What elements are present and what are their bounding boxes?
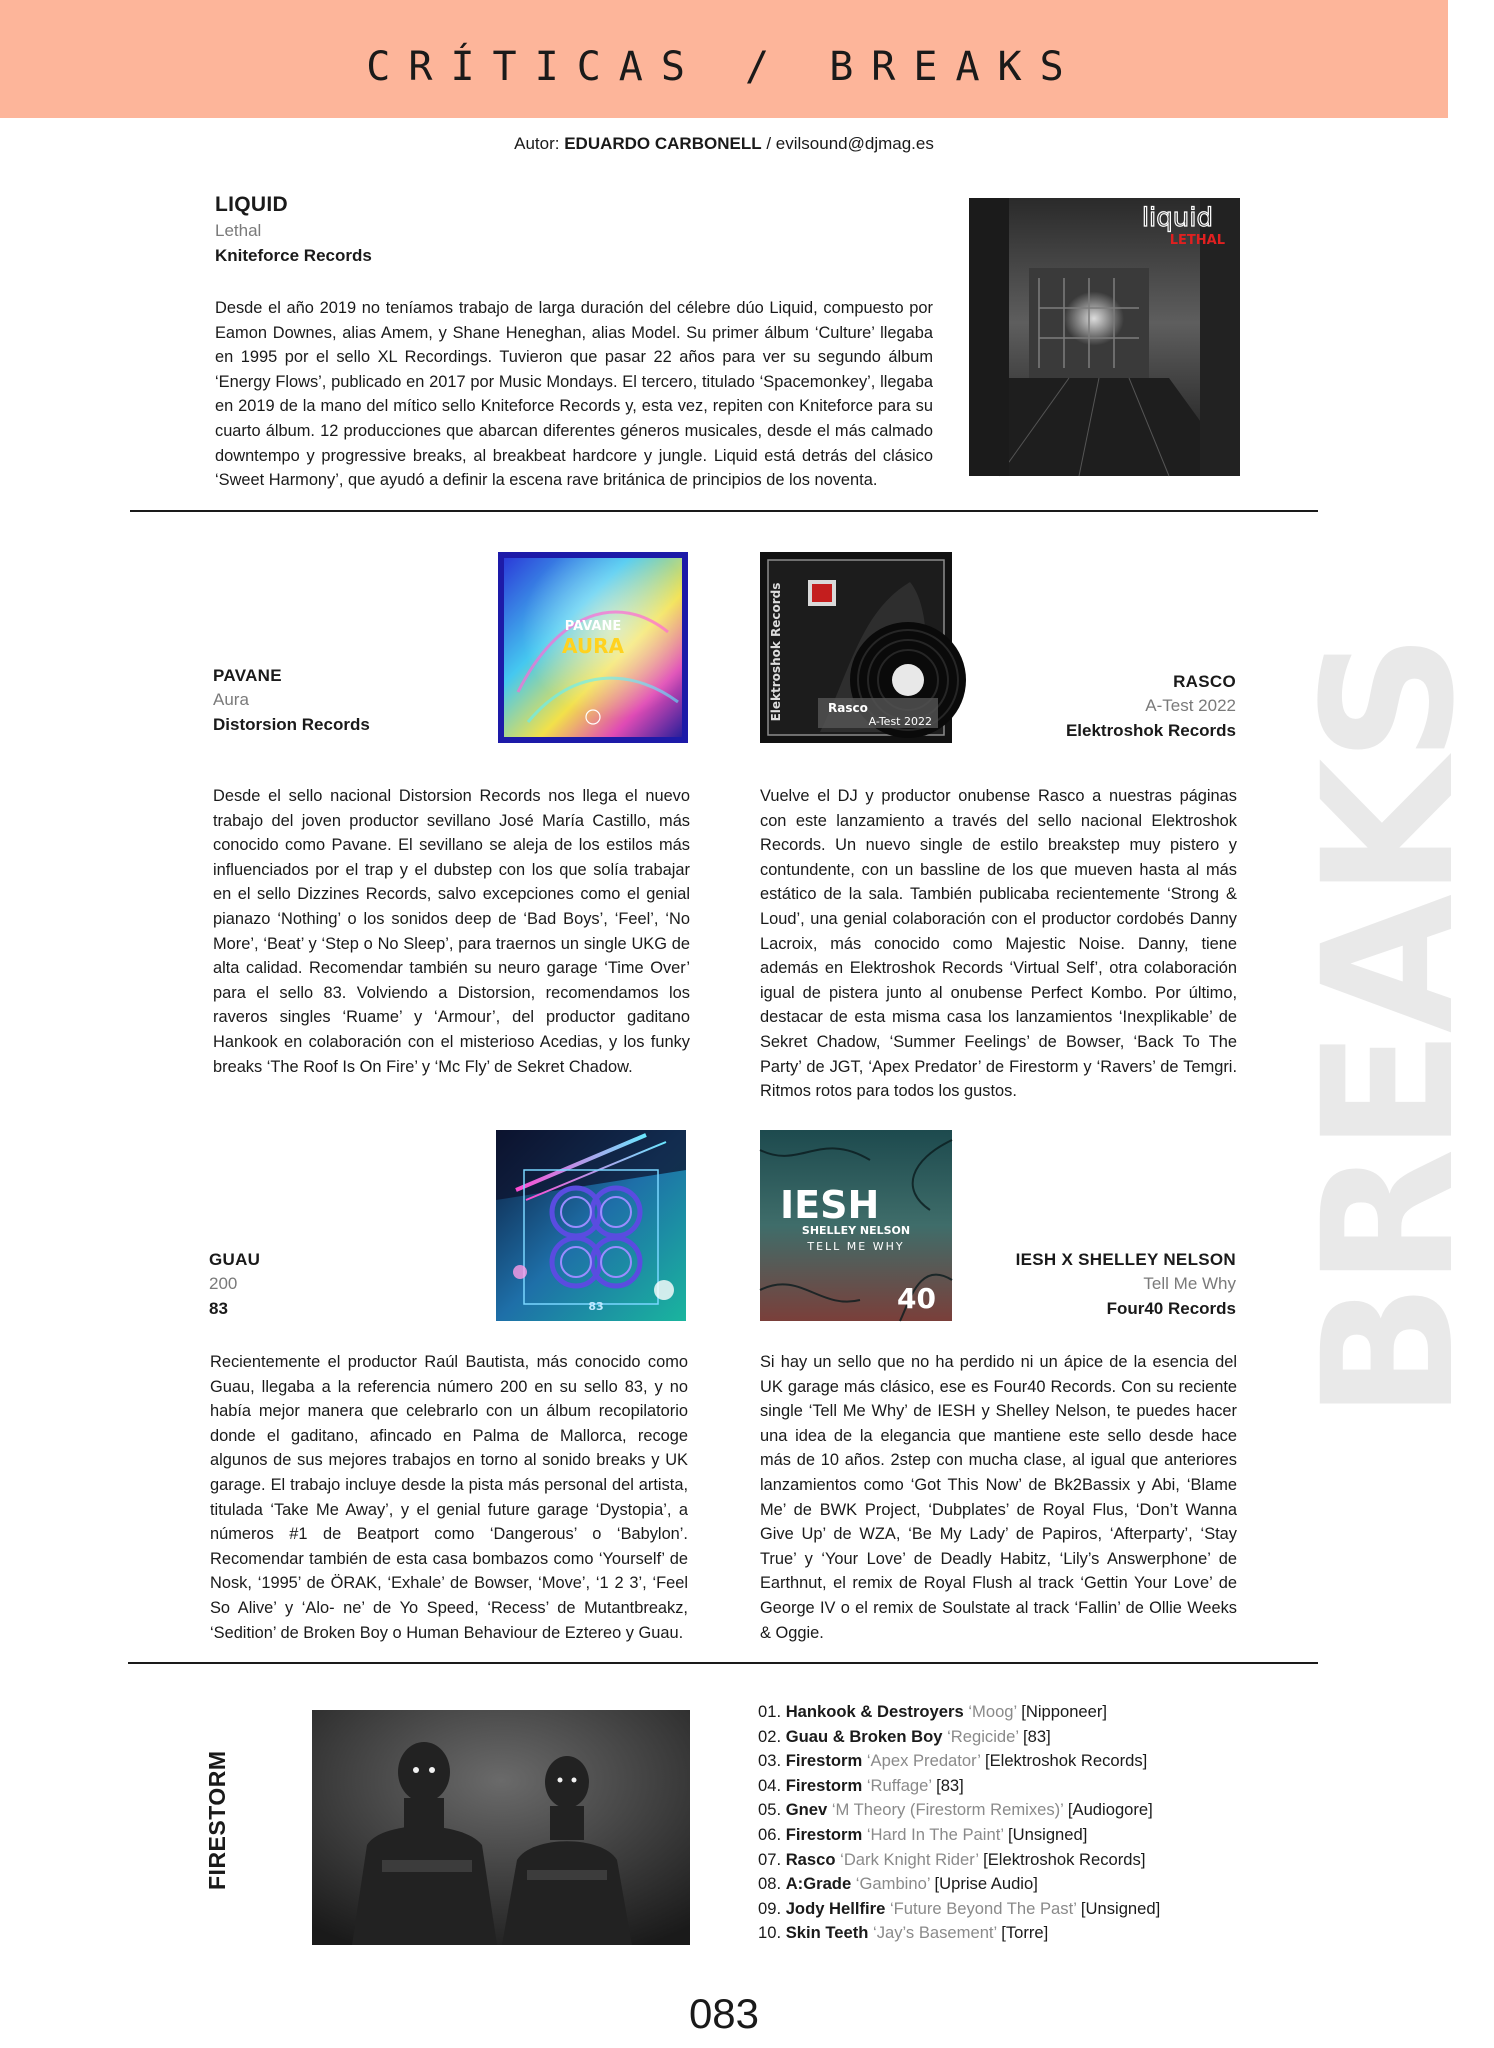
- track-artist: Firestorm: [785, 1775, 863, 1795]
- review-liquid: [215, 193, 935, 266]
- track-title: ‘M Theory (Firestorm Remixes)’: [831, 1800, 1064, 1820]
- review-body: Recientemente el productor Raúl Bautista, más conocido como Guau, llegaba a la referencia número 200 en su sello 83, y no había mejor manera que celebrarlo con un álbum recopilatorio donde el gaditano, afincado en Palma de Mallorca, recoge algunos de sus mejores trabajos en torno al sonido breaks y UK garage. El trabajo incluye desde la pista más personal del artista, titulada ‘Take Me Away’, y el genial future garage ‘Dystopia’, a números #1 de Beatport como ‘Dangerous’ o ‘Babylon’. Recomendar también de esta casa bombazos como ‘Yourself’ de Nosk, ‘1995’ de ÖRAK, ‘Exhale’ de Bowser, ‘Move’, ‘1 2 3’, ‘Feel So Alive’ y ‘Alo- ne’ de Yo Speed, ‘Recess’ de Mutantbreakz, ‘Sedition’ de Broken Boy o Human Behaviour de Eztereo y Guau.: [210, 1353, 688, 1642]
- cover-iesh-subtext: SHELLEY NELSON: [801, 1224, 911, 1237]
- track-artist: Guau & Broken Boy: [785, 1726, 943, 1746]
- review-body: Desde el sello nacional Distorsion Records nos llega el nuevo trabajo del joven productor sevillano José María Castillo, más conocido como Pavane. El sevillano se aleja de los estilos más influenciados por el trap y el dubstep con los que solía trabajar en el sello Dizzines Records, salvo excepciones como el genial pianazo ‘Nothing’ o los sonidos deep de ‘Bad Boys’, ‘Feel’, ‘No More’, ‘Beat’ y ‘Step o No Sleep’, para traernos un single UKG de alta calidad. Recomendar también su neuro garage ‘Time Over’ para el sello 83. Volviendo a Distorsion, recomendamos los raveros singles ‘Ruame’ y ‘Armour’, del productor gaditano Hankook en colaboración con el misterioso Acedias, y los funky breaks ‘The Roof Is On Fire’ y ‘Mc Fly’ de Sekret Chadow.: [213, 787, 690, 1076]
- author-line: [0, 134, 1448, 154]
- track-label: [83]: [936, 1775, 964, 1795]
- review-label: 83: [209, 1299, 228, 1318]
- review-guau: [209, 1250, 489, 1319]
- track-title: ‘Dark Knight Rider’: [840, 1849, 979, 1869]
- cover-liquid-subtext: LETHAL: [1169, 233, 1225, 248]
- review-title: A-Test 2022: [1145, 696, 1236, 715]
- track-title: ‘Hard In The Paint’: [866, 1824, 1004, 1844]
- track-title: ‘Regicide’: [947, 1726, 1019, 1746]
- chart-track: [758, 1848, 1318, 1873]
- page-title: CRÍTICAS / BREAKS: [366, 44, 1082, 90]
- track-artist: Rasco: [785, 1849, 836, 1869]
- cover-iesh-text: IESH: [780, 1183, 880, 1227]
- track-label: [83]: [1023, 1726, 1051, 1746]
- cover-pavane-text: PAVANE: [564, 619, 622, 634]
- cover-rasco: [760, 552, 952, 743]
- review-artist: IESH X SHELLEY NELSON: [1015, 1250, 1236, 1269]
- review-body: Desde el año 2019 no teníamos trabajo de larga duración del célebre dúo Liquid, compuesto por Eamon Downes, alias Amem, y Shane Heneghan, alias Model. Su primer álbum ‘Culture’ llegaba en 1995 por el sello XL Recordings. Tuvieron que pasar 22 años para ver su segundo álbum ‘Energy Flows’, publicado en 2017 por Music Mondays. El tercero, titulado ‘Spacemonkey’, llegaba en 2019 de la mano del mítico sello Kniteforce Records y, esta vez, repiten con Kniteforce para su cuarto álbum. 12 producciones que abarcan diferentes géneros musicales, desde el más calmado downtempo y progressive breaks, al breakbeat hardcore y jungle. Liquid está detrás del clásico ‘Sweet Harmony’, que ayudó a definir la escena rave británica de principios de los noventa.: [215, 299, 933, 490]
- chart-track: [758, 1921, 1318, 1946]
- chart-artist-label: FIRESTORM: [204, 1750, 230, 1890]
- track-number: 04.: [758, 1775, 782, 1795]
- track-number: 08.: [758, 1874, 782, 1894]
- track-artist: Hankook & Destroyers: [785, 1702, 964, 1721]
- track-artist: Skin Teeth: [785, 1923, 869, 1943]
- chart-tracklist: [758, 1700, 1318, 1946]
- track-label: [Elektroshok Records]: [983, 1849, 1146, 1869]
- track-title: ‘Future Beyond The Past’: [889, 1898, 1077, 1918]
- cover-pavane-subtext: AURA: [562, 634, 624, 658]
- cover-rasco-subtext2: A-Test 2022: [868, 715, 932, 728]
- track-number: 02.: [758, 1726, 782, 1746]
- review-label: Four40 Records: [1106, 1299, 1236, 1318]
- cover-rasco-text: Elektroshok Records: [769, 582, 783, 722]
- track-number: 03.: [758, 1751, 782, 1771]
- chart-track: [758, 1774, 1318, 1799]
- track-number: 07.: [758, 1849, 782, 1869]
- chart-artist-photo: [312, 1710, 690, 1945]
- chart-track: [758, 1872, 1318, 1897]
- track-artist: A:Grade: [785, 1874, 852, 1894]
- four40-logo: 40: [897, 1282, 936, 1315]
- chart-track: [758, 1823, 1318, 1848]
- section-divider: [130, 510, 1318, 512]
- review-artist: GUAU: [209, 1250, 261, 1269]
- author-name: EDUARDO CARBONELL: [564, 134, 762, 153]
- review-artist: RASCO: [1173, 672, 1236, 691]
- track-number: 05.: [758, 1800, 782, 1820]
- cover-guau-text: 83: [588, 1300, 604, 1313]
- track-label: [Uprise Audio]: [934, 1874, 1038, 1894]
- track-label: [Torre]: [1001, 1923, 1049, 1943]
- review-label: Distorsion Records: [213, 715, 370, 734]
- chart-track: [758, 1725, 1318, 1750]
- review-label: Elektroshok Records: [1065, 721, 1236, 740]
- track-artist: Firestorm: [785, 1751, 863, 1771]
- chart-track: [758, 1897, 1318, 1922]
- cover-rasco-subtext: Rasco: [828, 701, 868, 715]
- cover-guau: [496, 1130, 686, 1321]
- track-title: ‘Moog’: [968, 1702, 1017, 1721]
- review-rasco: [960, 672, 1236, 741]
- track-label: [Audiogore]: [1067, 1800, 1153, 1820]
- track-artist: Jody Hellfire: [785, 1898, 886, 1918]
- track-artist: Gnev: [785, 1800, 828, 1820]
- track-number: 10.: [758, 1923, 782, 1943]
- track-label: [Unsigned]: [1008, 1824, 1088, 1844]
- author-email[interactable]: evilsound@djmag.es: [775, 134, 934, 153]
- chart-track: [758, 1700, 1318, 1725]
- track-title: ‘Apex Predator’: [866, 1751, 981, 1771]
- review-title: Lethal: [215, 221, 262, 240]
- track-number: 01.: [758, 1702, 782, 1721]
- author-separator: /: [766, 134, 772, 153]
- track-title: ‘Ruffage’: [866, 1775, 932, 1795]
- review-artist: PAVANE: [213, 666, 282, 685]
- track-number: 06.: [758, 1824, 782, 1844]
- review-pavane: [213, 666, 493, 735]
- chart-track: [758, 1749, 1318, 1774]
- cover-iesh: [760, 1130, 952, 1321]
- section-divider: [128, 1662, 1318, 1664]
- cover-liquid: [969, 198, 1240, 476]
- breaks-watermark: BREAKS: [1285, 636, 1494, 1420]
- track-label: [Unsigned]: [1080, 1898, 1161, 1918]
- cover-pavane: [498, 552, 688, 743]
- cover-liquid-text: liquid: [1141, 203, 1213, 233]
- cover-iesh-subtext2: TELL ME WHY: [807, 1240, 905, 1253]
- track-title: ‘Gambino’: [855, 1874, 930, 1894]
- review-title: Tell Me Why: [1143, 1274, 1236, 1293]
- track-number: 09.: [758, 1898, 782, 1918]
- review-artist: LIQUID: [215, 193, 288, 216]
- chart-track: [758, 1798, 1318, 1823]
- review-label: Kniteforce Records: [215, 246, 372, 265]
- author-prefix: Autor:: [514, 134, 560, 153]
- track-label: [Elektroshok Records]: [984, 1751, 1148, 1771]
- track-artist: Firestorm: [785, 1824, 863, 1844]
- track-title: ‘Jay’s Basement’: [873, 1923, 997, 1943]
- review-body: Si hay un sello que no ha perdido ni un ápice de la esencia del UK garage más clásico, ese es Four40 Records. Con su reciente single ‘Tell Me Why’ de IESH y Shelley Nelson, te puedes hacer una idea de la elegancia que mantiene este sello desde hace más de 10 años. 2step con mucha clase, al igual que anteriores lanzamientos como ‘Got This Now’ de Bk2Bassix y Abi, ‘Blame Me’ de BWK Project, ‘Dubplates’ de Royal Flus, ‘Don’t Wanna Give Up’ de WZA, ‘Be My Lady’ de Papiros, ‘Afterparty’, ‘Stay True’ y ‘Your Love’ de Deadly Habitz, ‘Lily’s Answerphone’ de Earthnut, el remix de Royal Flush al track ‘Gettin Your Love’ de George IV o el remix de Soulstate al track ‘Fallin’ de Ollie Weeks & Oggie.: [760, 1353, 1237, 1642]
- track-label: [Nipponeer]: [1021, 1702, 1108, 1721]
- review-iesh: [940, 1250, 1236, 1319]
- review-body: Vuelve el DJ y productor onubense Rasco a nuestras páginas con este lanzamiento a través del sello nacional Elektroshok Records. Un nuevo single de estilo breakstep muy pistero y contundente, con un bassline de los que mueven hasta al más estático de la sala. También publicaba recientemente ‘Strong & Loud’, una genial colaboración con el productor cordobés Danny Lacroix, más conocido como Majestic Noise. Danny, tiene además en Elektroshok Records ‘Virtual Self’, otra colaboración igual de pistera junto al onubense Perfect Kombo. Por último, destacar de esta misma casa los lanzamientos ‘Inexplikable’ de Sekret Chadow, ‘Summer Feelings’ de Bowser, ‘Back To The Party’ de JGT, ‘Apex Predator’ de Firestorm y ‘Ravers’ de Temgri. Ritmos rotos para todos los gustos.: [760, 787, 1237, 1101]
- review-title: 200: [209, 1274, 238, 1293]
- page-number: 083: [688, 1990, 760, 2037]
- review-title: Aura: [213, 690, 249, 709]
